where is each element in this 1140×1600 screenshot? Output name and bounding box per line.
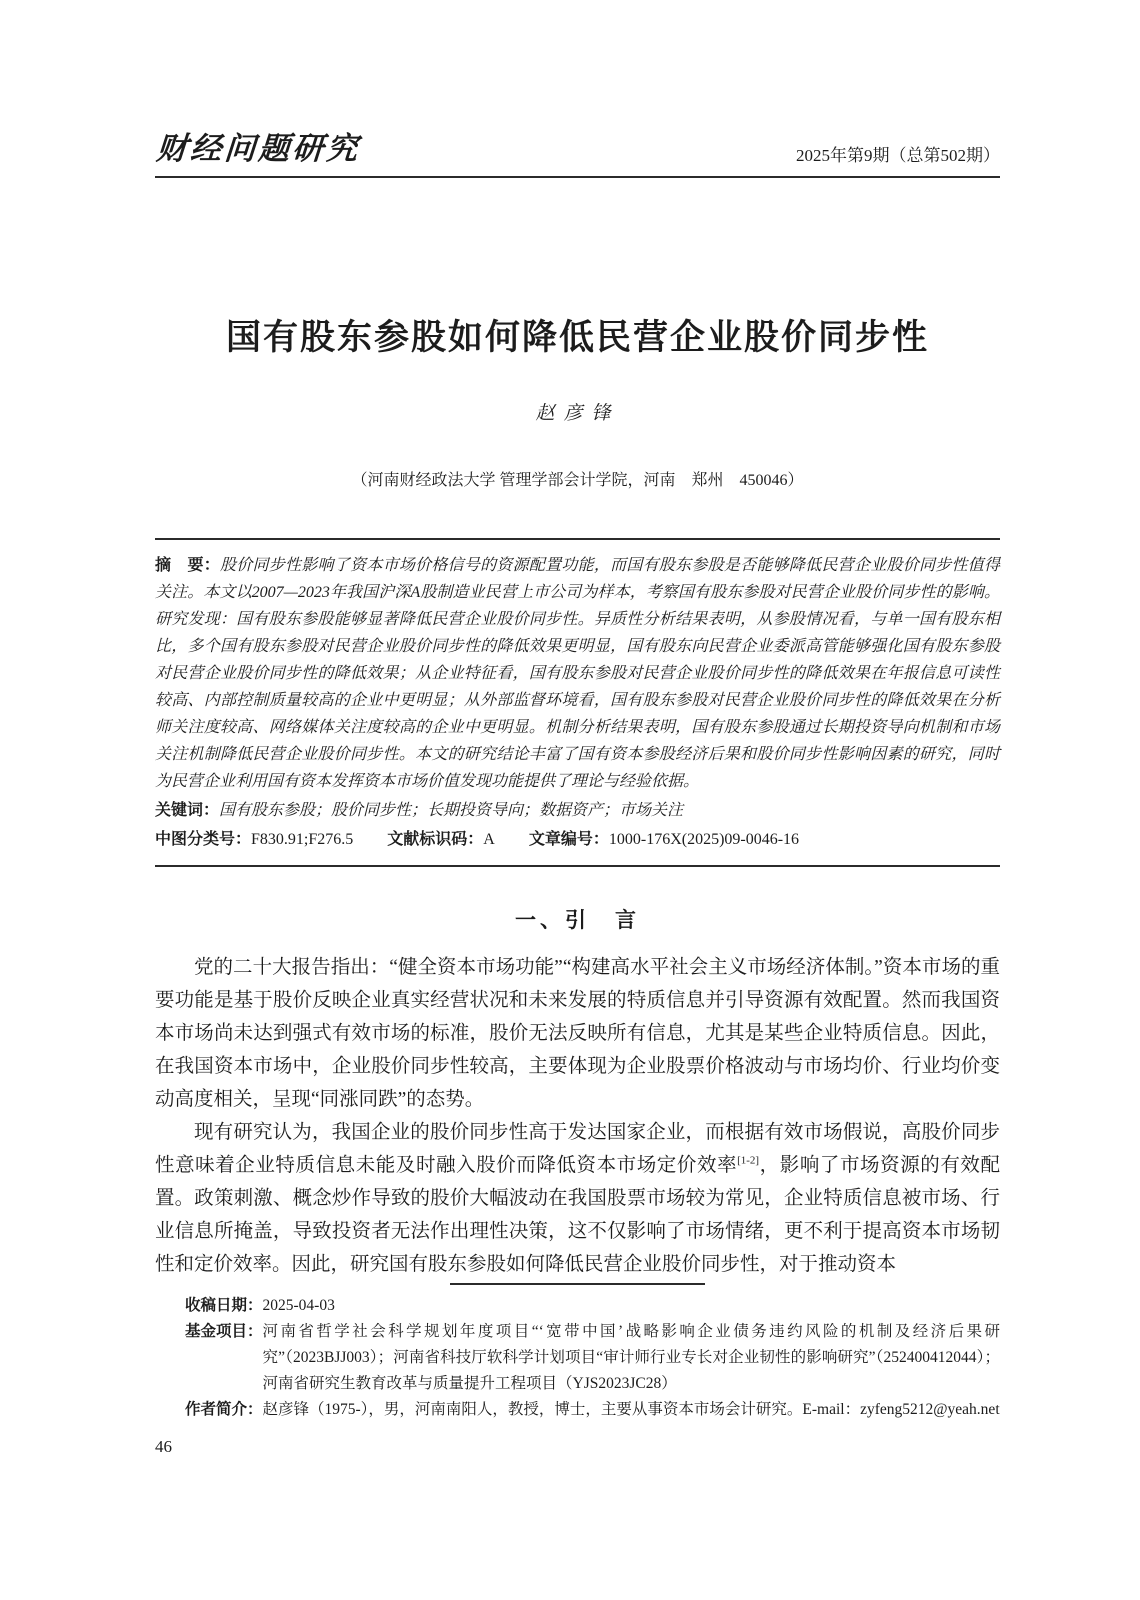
- section-heading-intro: 一、引 言: [515, 909, 640, 932]
- footnote-separator: [450, 1283, 705, 1285]
- intro-paragraph-1: 党的二十大报告指出：“健全资本市场功能”“构建高水平社会主义市场经济体制。”资本市场的重要功能是基于股价反映企业真实经营状况和未来发展的特质信息并引导资源有效配置。然而我国资本市场尚未达到强式有效市场的标准，股价无法反映所有信息，尤其是某些企业特质信息。因此，在我国资本市场中，企业股价同步性较高，主要体现为企业股票价格波动与市场均价、行业均价变动高度相关，呈现“同涨同跌”的态势。: [155, 957, 1000, 1110]
- doc-code-label: 文献标识码：: [387, 831, 484, 848]
- keywords-label: 关键词：: [155, 802, 220, 819]
- article-id-value: 1000-176X(2025)09-0046-16: [608, 831, 800, 848]
- author-affiliation: （河南财经政法大学 管理学部会计学院，河南 郑州 450046）: [351, 472, 804, 489]
- abstract-label: 摘 要：: [155, 557, 221, 574]
- journal-logo: 财经问题研究: [155, 131, 362, 167]
- footnote-funding-label: 基金项目：: [185, 1323, 263, 1340]
- keywords-text: 国有股东参股；股价同步性；长期投资导向；数据资产；市场关注: [219, 802, 684, 819]
- article-id-label: 文章编号：: [528, 831, 609, 848]
- page-number: 46: [155, 1437, 172, 1456]
- abstract-paragraph: [155, 552, 1000, 795]
- intro-paragraph-2: [155, 1116, 1000, 1281]
- article-title: 国有股东参股如何降低民营企业股价同步性: [225, 318, 929, 357]
- journal-issue: 2025年第9期（总第502期）: [796, 146, 1000, 165]
- author-name: 赵彦锋: [535, 403, 620, 424]
- footnote-funding: [185, 1319, 1000, 1397]
- intro-paragraph-2-continued: ，影响了市场资源的有效配置。政策刺激、概念炒作导致的股价大幅波动在我国股票市场较为常见，企业特质信息被市场、行业信息所掩盖，导致投资者无法作出理性决策，这不仅影响了市场情绪，更不利于提高资本市场韧性和定价效率。因此，研究国有股东参股如何降低民营企业股价同步性，对于推动资本: [155, 1155, 1000, 1275]
- intro-paragraph-2-text: 现有研究认为，我国企业的股价同步性高于发达国家企业，而根据有效市场假说，高股价同步性意味着企业特质信息未能及时融入股价而降低资本市场定价效率: [155, 1122, 1000, 1176]
- footnote-received-label: 收稿日期：: [185, 1297, 263, 1314]
- footnote-author-text: 赵彦锋（1975-），男，河南南阳人，教授，博士，主要从事资本市场会计研究。E-mail：zyfeng5212@yeah.net: [262, 1401, 1000, 1418]
- abstract-section: [155, 538, 1000, 867]
- footnote-received: [185, 1293, 1000, 1319]
- footnote-funding-text: 河南省哲学社会科学规划年度项目“‘宽带中国’战略影响企业债务违约风险的机制及经济后果研究”（2023BJJ003）；河南省科技厅软科学计划项目“审计师行业专长对企业韧性的影响研究”（252400412044）；河南省研究生教育改革与质量提升工程项目（YJS2023JC28）: [262, 1323, 1000, 1392]
- doc-code-value: A: [483, 831, 495, 848]
- footnote-author-label: 作者简介：: [185, 1401, 263, 1418]
- clc-label: 中图分类号：: [155, 831, 252, 848]
- meta-row: [155, 825, 1000, 855]
- citation-superscript: [1-2]: [737, 1154, 760, 1167]
- footnote-block: [155, 1293, 1000, 1423]
- abstract-text: 股价同步性影响了资本市场价格信号的资源配置功能，而国有股东参股是否能够降低民营企业股价同步性值得关注。本文以2007—2023年我国沪深A股制造业民营上市公司为样本，考察国有股东参股对民营企业股价同步性的影响。研究发现：国有股东参股能够显著降低民营企业股价同步性。异质性分析结果表明，从参股情况看，与单一国有股东相比，多个国有股东参股对民营企业股价同步性的降低效果更明显，国有股东向民营企业委派高管能够强化国有股东参股对民营企业股价同步性的降低效果；从企业特征看，国有股东参股对民营企业股价同步性的降低效果在年报信息可读性较高、内部控制质量较高的企业中更明显；从外部监督环境看，国有股东参股对民营企业股价同步性的降低效果在分析师关注度较高、网络媒体关注度较高的企业中更明显。机制分析结果表明，国有股东参股通过长期投资导向机制和市场关注机制降低民营企业股价同步性。本文的研究结论丰富了国有资本参股经济后果和股价同步性影响因素的研究，同时为民营企业利用国有资本发挥资本市场价值发现功能提供了理论与经验依据。: [155, 557, 1000, 790]
- clc-value: F830.91;F276.5: [251, 831, 354, 848]
- page-header: [155, 130, 1000, 178]
- keywords-row: [155, 797, 1000, 825]
- footnote-author: [185, 1397, 1000, 1423]
- footnote-received-text: 2025-04-03: [262, 1297, 335, 1314]
